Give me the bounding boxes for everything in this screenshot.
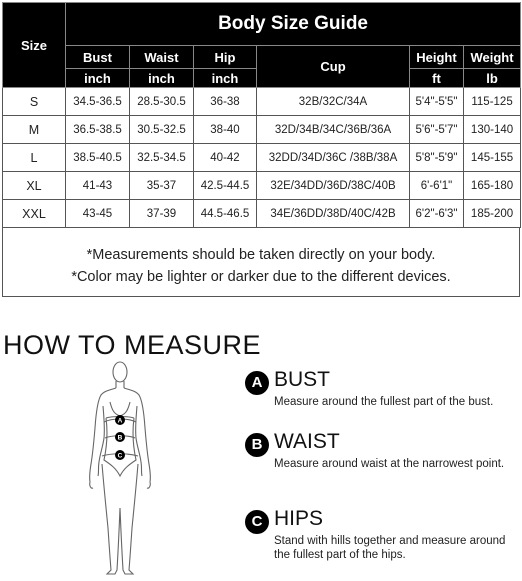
svg-text:A: A bbox=[117, 417, 123, 425]
weight-cell: 115-125 bbox=[464, 88, 521, 116]
hip-cell: 38-40 bbox=[194, 116, 257, 144]
column-header-waist: Waist bbox=[130, 46, 194, 69]
waist-cell: 32.5-34.5 bbox=[130, 144, 194, 172]
unit-height: ft bbox=[410, 69, 464, 88]
unit-waist: inch bbox=[130, 69, 194, 88]
table-row bbox=[3, 116, 521, 144]
waist-cell: 37-39 bbox=[130, 200, 194, 228]
bust-cell: 36.5-38.5 bbox=[66, 116, 130, 144]
height-cell: 6'-6'1" bbox=[410, 172, 464, 200]
note-measurements: *Measurements should be taken directly on your body. bbox=[86, 247, 436, 263]
size-cell: XXL bbox=[3, 200, 66, 228]
cup-cell: 32DD/34D/36C /38B/38A bbox=[257, 144, 410, 172]
height-cell: 5'8"-5'9" bbox=[410, 144, 464, 172]
table-row bbox=[3, 88, 521, 116]
height-cell: 6'2"-6'3" bbox=[410, 200, 464, 228]
size-chart-table bbox=[2, 2, 521, 228]
chart-title: Body Size Guide bbox=[66, 3, 521, 46]
bust-cell: 34.5-36.5 bbox=[66, 88, 130, 116]
cup-cell: 32B/32C/34A bbox=[257, 88, 410, 116]
unit-bust: inch bbox=[66, 69, 130, 88]
hip-cell: 42.5-44.5 bbox=[194, 172, 257, 200]
hip-cell: 40-42 bbox=[194, 144, 257, 172]
body-figure-icon bbox=[80, 358, 160, 578]
svg-text:C: C bbox=[117, 452, 123, 460]
badge-b-icon: B bbox=[245, 433, 269, 457]
column-header-cup: Cup bbox=[257, 46, 410, 88]
notes-box bbox=[2, 228, 520, 297]
weight-cell: 185-200 bbox=[464, 200, 521, 228]
measure-heading-waist: WAIST bbox=[274, 430, 340, 453]
note-color: *Color may be lighter or darker due to the different devices. bbox=[71, 269, 451, 285]
measure-desc-waist: Measure around waist at the narrowest point. bbox=[274, 458, 505, 470]
badge-a-icon: A bbox=[245, 371, 269, 395]
height-cell: 5'6"-5'7" bbox=[410, 116, 464, 144]
unit-weight: lb bbox=[464, 69, 521, 88]
cup-cell: 32E/34DD/36D/38C/40B bbox=[257, 172, 410, 200]
weight-cell: 165-180 bbox=[464, 172, 521, 200]
svg-text:B: B bbox=[117, 434, 123, 442]
measure-desc-bust: Measure around the fullest part of the bust. bbox=[274, 396, 494, 408]
bust-cell: 43-45 bbox=[66, 200, 130, 228]
hip-cell: 44.5-46.5 bbox=[194, 200, 257, 228]
column-header-bust: Bust bbox=[66, 46, 130, 69]
cup-cell: 32D/34B/34C/36B/36A bbox=[257, 116, 410, 144]
cup-cell: 34E/36DD/38D/40C/42B bbox=[257, 200, 410, 228]
bust-cell: 38.5-40.5 bbox=[66, 144, 130, 172]
size-cell: XL bbox=[3, 172, 66, 200]
column-header-weight: Weight bbox=[464, 46, 521, 69]
waist-cell: 28.5-30.5 bbox=[130, 88, 194, 116]
size-cell: S bbox=[3, 88, 66, 116]
hip-cell: 36-38 bbox=[194, 88, 257, 116]
waist-cell: 35-37 bbox=[130, 172, 194, 200]
measure-heading-bust: BUST bbox=[274, 368, 331, 391]
column-header-height: Height bbox=[410, 46, 464, 69]
measure-desc-hips: Stand with hills together and measure around the fullest part of the hips. bbox=[274, 535, 506, 561]
unit-hip: inch bbox=[194, 69, 257, 88]
badge-c-icon: C bbox=[245, 510, 269, 534]
waist-cell: 30.5-32.5 bbox=[130, 116, 194, 144]
table-row bbox=[3, 200, 521, 228]
column-header-hip: Hip bbox=[194, 46, 257, 69]
size-header: Size bbox=[3, 3, 66, 88]
height-cell: 5'4"-5'5" bbox=[410, 88, 464, 116]
measure-heading-hips: HIPS bbox=[274, 507, 324, 530]
weight-cell: 130-140 bbox=[464, 116, 521, 144]
table-row bbox=[3, 144, 521, 172]
table-row bbox=[3, 172, 521, 200]
weight-cell: 145-155 bbox=[464, 144, 521, 172]
how-to-measure-title: HOW TO MEASURE bbox=[3, 330, 262, 360]
size-cell: L bbox=[3, 144, 66, 172]
size-cell: M bbox=[3, 116, 66, 144]
bust-cell: 41-43 bbox=[66, 172, 130, 200]
